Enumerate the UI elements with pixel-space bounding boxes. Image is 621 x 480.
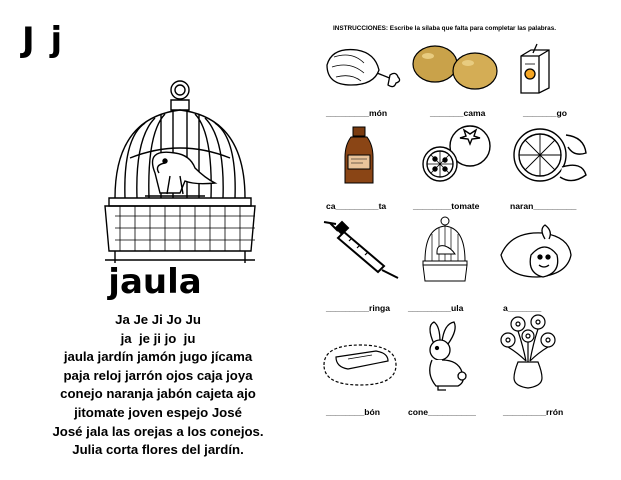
letter-heading: J j	[22, 20, 65, 60]
caption-ajo: a_______	[503, 303, 542, 313]
word-line: jaula jardín jamón jugo jícama	[63, 349, 253, 365]
flower-vase-icon	[498, 310, 558, 390]
sentence-line: Julia corta flores del jardín.	[72, 442, 244, 458]
word-line: jitomate joven espejo José	[74, 404, 242, 420]
caption-jeringa: _________ringa	[326, 303, 391, 313]
caption-conejo: cone__________	[408, 407, 476, 417]
caption-jarron: _________rrón	[503, 407, 564, 417]
tomato-icon	[418, 122, 496, 187]
caption-cajeta: ca_________ta	[326, 201, 387, 211]
cajeta-bottle-icon	[343, 127, 375, 187]
caption-tomate: ________tomate	[413, 201, 480, 211]
orange-icon	[510, 123, 590, 185]
caption-juice: _______go	[523, 108, 567, 118]
rabbit-icon	[420, 320, 468, 392]
caption-jaula: _________ula	[408, 303, 464, 313]
garlic-icon	[495, 225, 575, 285]
ham-icon	[322, 45, 402, 90]
birdcage-small-icon	[420, 216, 470, 286]
word-line: conejo naranja jabón cajeta ajo	[60, 386, 256, 402]
soap-icon	[318, 335, 400, 387]
syllable-line: ja je ji jo ju	[120, 330, 196, 346]
syllable-lines	[0, 311, 316, 460]
caption-ham: _________món	[326, 108, 388, 118]
big-word: jaula	[108, 262, 202, 302]
birdcage-icon	[95, 78, 265, 268]
instructions: INSTRUCCIONES: Escribe la sílaba que falta para completar las palabras.	[333, 25, 557, 32]
juice-box-icon	[515, 44, 555, 94]
word-line: paja reloj jarrón ojos caja joya	[63, 367, 253, 383]
caption-naranja: naran_________	[510, 201, 577, 211]
caption-jabon: ________bón	[326, 407, 380, 417]
syllable-line: Ja Je Ji Jo Ju	[115, 312, 201, 327]
syringe-icon	[322, 218, 402, 280]
caption-potato: _______cama	[430, 108, 486, 118]
potato-icon	[410, 44, 500, 92]
sentence-line: José jala las orejas a los conejos.	[52, 423, 264, 439]
